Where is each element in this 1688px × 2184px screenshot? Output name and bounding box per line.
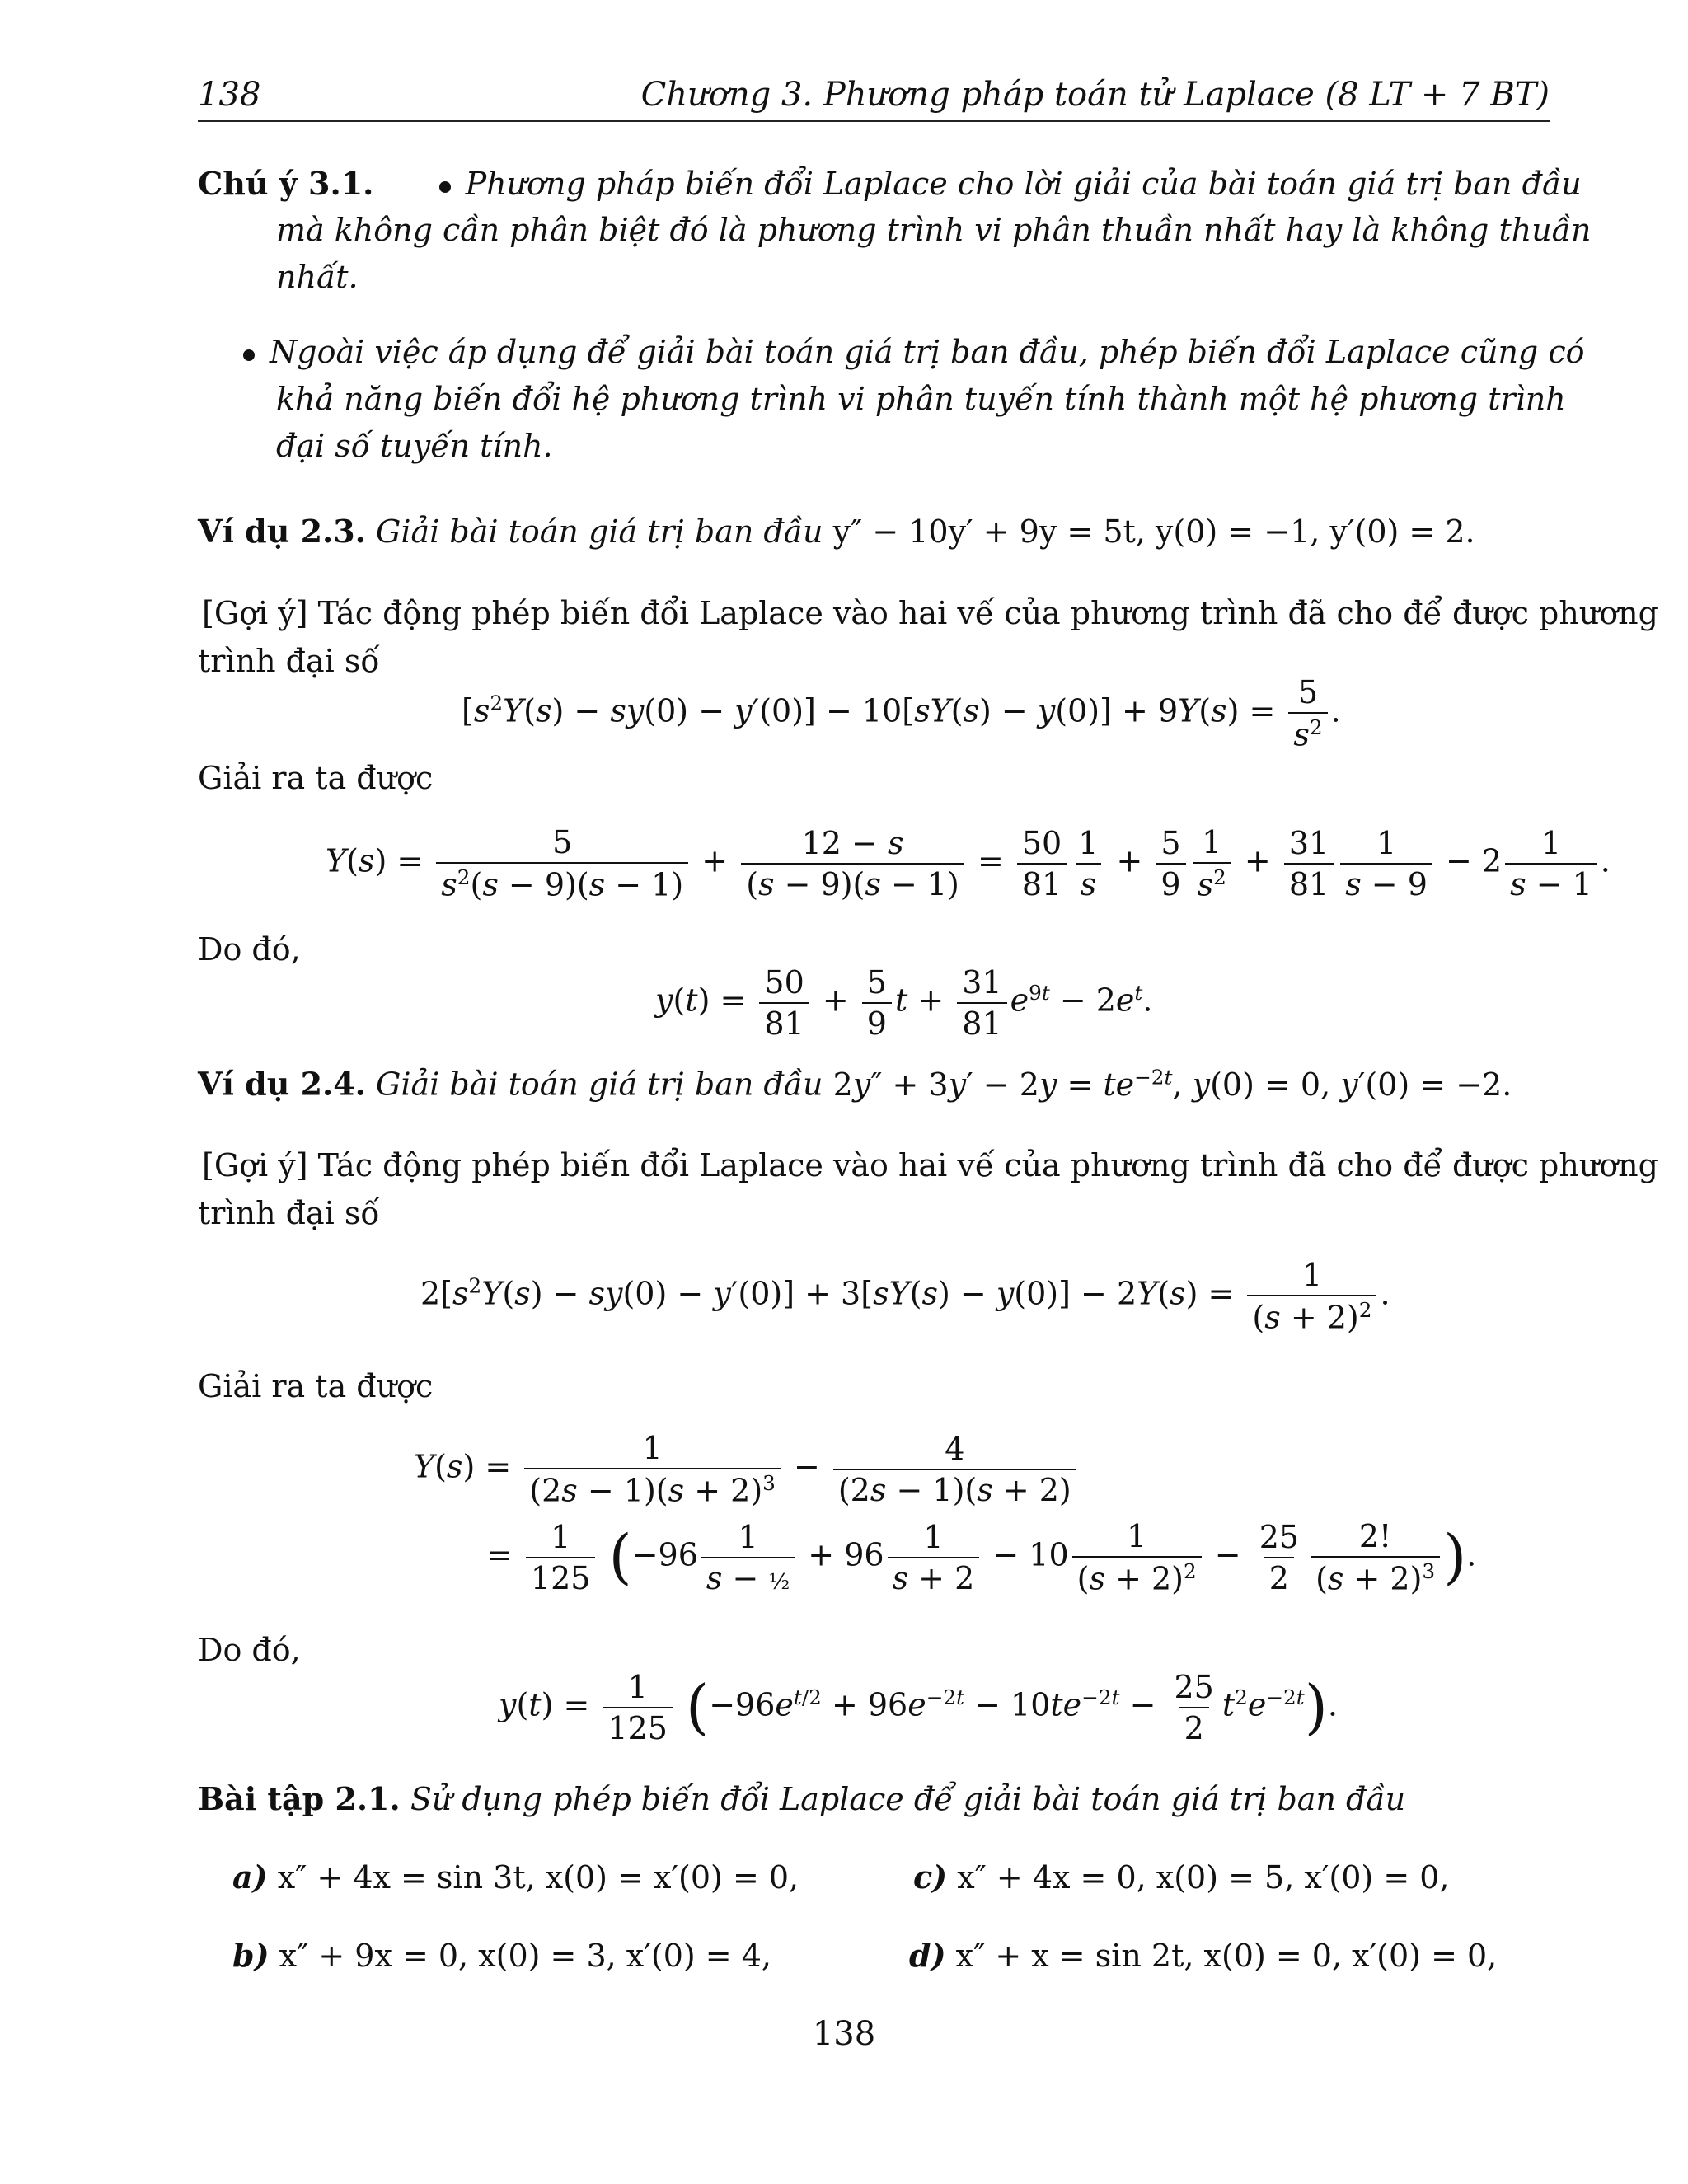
bullet-icon [243, 349, 255, 361]
exercise-item-key: b) [232, 1937, 270, 1974]
example23-equation: y″ − 10y′ + 9y = 5t, y(0) = −1, y′(0) = 2. [832, 513, 1475, 550]
bullet-icon [439, 181, 451, 193]
example24-statement [198, 1065, 1512, 1103]
example23-yt-eq: y(t) = $\frac{50}{81}$ + $\frac{5}{9}$ t + $\frac{31}{81}$ $e^{9t} - 2e^t$. [655, 964, 1153, 1042]
example23-hint-line2: trình đại số [198, 643, 380, 679]
exercise-item-c [913, 1858, 1450, 1896]
example24-hint-line2: trình đại số [198, 1195, 380, 1231]
exercise-item-eq: x″ + 9x = 0, x(0) = 3, x′(0) = 4, [279, 1938, 771, 1974]
exercise-item-key: c) [913, 1858, 948, 1896]
example24-therefore: Do đó, [198, 1632, 301, 1668]
example24-hint-line1: [Gợi ý] Tác động phép biến đổi Laplace vào hai vế của phương trình đã cho để được phương [202, 1147, 1658, 1183]
note-bullet1-line2: mà không cần phân biệt đó là phương trình vi phân thuần nhất hay là không thuần [276, 212, 1592, 248]
note-bullet1-line1: Phương pháp biến đổi Laplace cho lời giải của bài toán giá trị ban đầu [465, 166, 1582, 202]
note-bullet2 [243, 334, 1585, 370]
example24-solve-text: Giải ra ta được [198, 1368, 434, 1404]
exercise-item-a [232, 1858, 799, 1896]
example24-yt-eq: y(t) = $\frac{1}{125}$ ($-96e^{t/2} + 96e^{-2t} - 10te^{-2t}$ − $\frac{25}{2}$ $t^2e^{-2t}$). [499, 1669, 1338, 1746]
exercise21-text: Sử dụng phép biến đổi Laplace để giải bài toán giá trị ban đầu [410, 1781, 1406, 1817]
note-block [198, 165, 1582, 202]
example23-therefore: Do đó, [198, 931, 301, 968]
exercise-item-key: d) [909, 1937, 946, 1974]
exercise-item-eq: x″ + 4x = sin 3t, x(0) = x′(0) = 0, [277, 1859, 799, 1896]
example24-text: Giải bài toán giá trị ban đầu [376, 1066, 823, 1103]
example23-label: Ví dụ 2.3. [198, 513, 366, 550]
example23-statement [198, 513, 1475, 550]
exercise-item-d [909, 1937, 1497, 1974]
example24-transform-eq: $2[s^2Y(s) - sy(0) - y'(0)] + 3[sY(s) - y(0)] - 2Y(s)$ = $\frac{1}{(s + 2)^2}$ . [420, 1257, 1390, 1336]
exercise-item-eq: x″ + x = sin 2t, x(0) = 0, x′(0) = 0, [955, 1938, 1498, 1974]
exercise21-label: Bài tập 2.1. [198, 1780, 401, 1817]
note-bullet2-line1: Ngoài việc áp dụng để giải bài toán giá trị ban đầu, phép biến đổi Laplace cũng có [270, 334, 1585, 370]
note-bullet1-line3: nhất. [276, 259, 359, 295]
example24-Ys-eq-line2: = $\frac{1}{125}$ (−96 $\frac{1}{\text{s − ½}}$ + 96 $\frac{1}{s + 2}$ − 10 $\frac{1}{(s + 2)^2}$ − $\frac{25}{2}$ $\frac{2!}{(s + 2)^3}$ ). [486, 1518, 1477, 1597]
example24-Ys-eq-line1: Y(s) = $\frac{1}{(2s - 1)(s + 2)^3}$ − $\frac{4}{(2s - 1)(s + 2)}$ [414, 1430, 1080, 1509]
example23-hint-line1: [Gợi ý] Tác động phép biến đổi Laplace vào hai vế của phương trình đã cho để được phương [202, 595, 1658, 631]
example24-label: Ví dụ 2.4. [198, 1065, 366, 1103]
example23-Ys-eq: Y(s) = $\frac{5}{s^2(s - 9)(s - 1)}$ + $\frac{12 - s}{(s - 9)(s - 1)}$ = $\frac{50}{81}$ $\frac{1}{s}$ + $\frac{5}{9}$ $\frac{1}{s^2}$ + $\frac{31}{81}$ $\frac{1}{s - 9}$ − 2 $\frac{1}{s - 1}$ . [326, 824, 1611, 903]
example23-transform-eq: $[s^2Y(s) - sy(0) - y'(0)] - 10[sY(s) - y(0)] + 9Y(s)$ = $\frac{5}{s^2}$ . [462, 674, 1341, 753]
footer-page-number: 138 [812, 2015, 876, 2053]
header-chapter-title: Chương 3. Phương pháp toán tử Laplace (8 LT + 7 BT) [640, 76, 1550, 114]
note-label: Chú ý 3.1. [198, 165, 374, 202]
example23-text: Giải bài toán giá trị ban đầu [376, 513, 823, 550]
note-bullet2-line3: đại số tuyến tính. [276, 428, 553, 464]
note-bullet2-line2: khả năng biến đổi hệ phương trình vi phân tuyến tính thành một hệ phương trình [276, 381, 1566, 417]
exercise-item-eq: x″ + 4x = 0, x(0) = 5, x′(0) = 0, [957, 1859, 1450, 1896]
header-page-number: 138 [198, 76, 261, 114]
exercise-item-key: a) [232, 1858, 268, 1896]
header-rule [198, 120, 1550, 122]
exercise21-statement [198, 1780, 1405, 1817]
example24-equation: $2y'' + 3y' - 2y = te^{-2t}$, y(0) = 0, y′(0) = −2. [832, 1065, 1512, 1103]
example23-solve-text: Giải ra ta được [198, 760, 434, 796]
exercise-item-b [232, 1937, 771, 1974]
